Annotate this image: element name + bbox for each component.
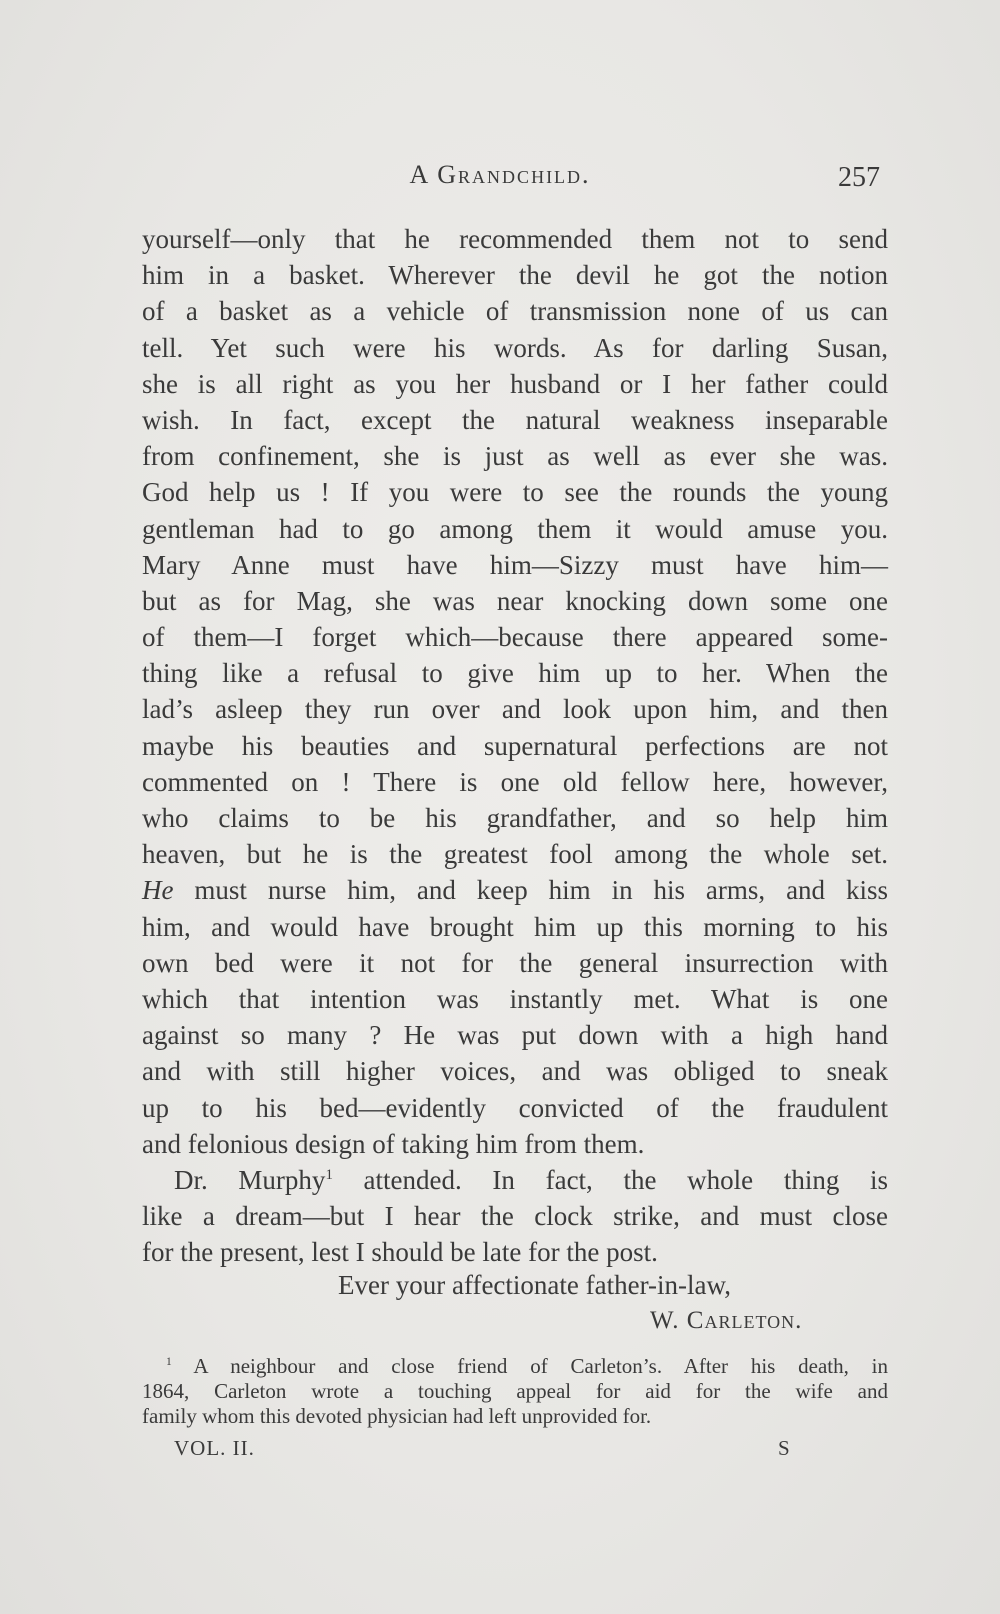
text-line: and with still higher voices, and was obliged to sneak [142, 1056, 888, 1087]
text-line: gentleman had to go among them it would amuse you. [142, 513, 888, 544]
main-text [142, 221, 888, 1270]
signature-mark: S [778, 1436, 790, 1460]
text-line: up to his bed—evidently convicted of the fraudulent [142, 1092, 888, 1123]
text-line: which that intention was instantly met. What is one [142, 983, 888, 1014]
text-line: of a basket as a vehicle of transmission none of us can [142, 296, 888, 327]
footnote-line: family whom this devoted physician had left unprovided for. [142, 1404, 652, 1428]
emphasized-word: He [142, 875, 174, 906]
text-fragment: A neighbour and close friend of Carleton’s. After his death, in [171, 1354, 888, 1378]
text-line: commented on ! There is one old fellow here, however, [142, 766, 888, 797]
running-title: A Grandchild. [409, 160, 591, 189]
text-line: him, and would have brought him up this morning to his [142, 911, 888, 942]
text-line: lad’s asleep they run over and look upon him, and then [142, 694, 888, 725]
volume-label: VOL. II. [174, 1436, 255, 1460]
text-line: him in a basket. Wherever the devil he got the notion [142, 260, 888, 291]
text-line: maybe his beauties and supernatural perfections are not [142, 730, 888, 761]
text-fragment: Dr. Murphy [174, 1164, 326, 1195]
text-line [142, 1162, 888, 1198]
text-line: she is all right as you her husband or I her father could [142, 368, 888, 399]
footnote-marker: 1 [166, 1356, 172, 1368]
text-line: from confinement, she is just as well as ever she was. [142, 441, 888, 472]
footnote-line [142, 1354, 888, 1379]
text-line: God help us ! If you were to see the rounds the young [142, 477, 888, 508]
text-line: like a dream—but I hear the clock strike, and must close [142, 1201, 888, 1232]
text-fragment: must nurse him, and keep him in his arms, and kiss [173, 875, 888, 906]
text-line: thing like a refusal to give him up to her. When the [142, 658, 888, 689]
text-line: for the present, lest I should be late for the post. [142, 1237, 658, 1268]
text-line: against so many ? He was put down with a high hand [142, 1020, 888, 1051]
page-number: 257 [838, 162, 880, 193]
text-line: but as for Mag, she was near knocking down some one [142, 585, 888, 616]
text-fragment: attended. In fact, the whole thing is [332, 1164, 889, 1195]
footnote-line: 1864, Carleton wrote a touching appeal for aid for the wife and [142, 1379, 888, 1403]
text-line: of them—I forget which—because there appeared some- [142, 622, 888, 653]
text-line: own bed were it not for the general insurrection with [142, 947, 888, 978]
text-line: tell. Yet such were his words. As for darling Susan, [142, 332, 888, 363]
text-line: heaven, but he is the greatest fool among the whole set. [142, 839, 888, 870]
text-line [142, 872, 888, 908]
text-line: wish. In fact, except the natural weakness inseparable [142, 404, 888, 435]
footnote-reference: 1 [325, 1166, 333, 1183]
signature: W. Carleton. [650, 1307, 803, 1334]
footnote [142, 1354, 888, 1429]
text-line: Mary Anne must have him—Sizzy must have him— [142, 549, 888, 580]
text-line: yourself—only that he recommended them not to send [142, 224, 888, 254]
closing-line: Ever your affectionate father-in-law, [338, 1270, 732, 1300]
text-line: and felonious design of taking him from them. [142, 1128, 645, 1159]
text-line: who claims to be his grandfather, and so help him [142, 803, 888, 833]
